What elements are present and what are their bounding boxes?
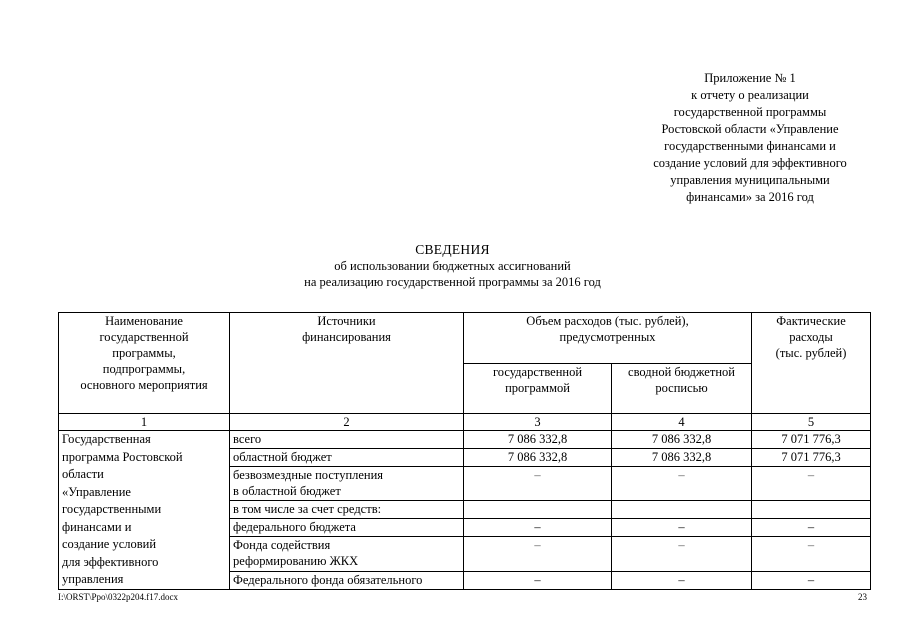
budget-table bbox=[58, 312, 871, 590]
header-volume: Объем расходов (тыс. рублей), предусмотренных bbox=[464, 313, 752, 364]
program-amount-cell: – bbox=[464, 537, 612, 572]
actual-amount-cell: – bbox=[752, 537, 871, 572]
source-cell: в том числе за счет средств: bbox=[230, 501, 464, 519]
source-cell: областной бюджет bbox=[230, 448, 464, 466]
column-index: 1 bbox=[59, 414, 230, 431]
budget-amount-cell: – bbox=[612, 571, 752, 589]
actual-amount-cell bbox=[752, 501, 871, 519]
table-header-row bbox=[59, 313, 871, 364]
source-cell: федерального бюджета bbox=[230, 519, 464, 537]
column-index: 4 bbox=[612, 414, 752, 431]
source-cell: всего bbox=[230, 431, 464, 449]
appendix-line: Приложение № 1 bbox=[704, 71, 796, 85]
budget-amount-cell: 7 086 332,8 bbox=[612, 448, 752, 466]
program-amount-cell: 7 086 332,8 bbox=[464, 431, 612, 449]
program-amount-cell: 7 086 332,8 bbox=[464, 448, 612, 466]
actual-amount-cell: – bbox=[752, 466, 871, 501]
source-cell: Фонда содействия реформированию ЖКХ bbox=[230, 537, 464, 572]
footer-file-path: I:\ORST\Ppo\0322p204.f17.docx bbox=[58, 592, 179, 602]
program-amount-cell: – bbox=[464, 571, 612, 589]
document-title: СВЕДЕНИЯ bbox=[415, 242, 490, 257]
header-program-name: Наименование государственной программы, подпрограммы, основного мероприятия bbox=[59, 313, 230, 414]
header-by-budget: сводной бюджетной росписью bbox=[612, 364, 752, 414]
actual-amount-cell: 7 071 776,3 bbox=[752, 448, 871, 466]
document-heading bbox=[0, 242, 905, 290]
page-number: 23 bbox=[858, 592, 867, 602]
budget-amount-cell: – bbox=[612, 466, 752, 501]
document-subtitle: на реализацию государственной программы за 2016 год bbox=[304, 275, 601, 289]
table-row bbox=[59, 431, 871, 449]
appendix-line: государственными финансами и bbox=[664, 139, 836, 153]
document-subtitle: об использовании бюджетных ассигнований bbox=[334, 259, 571, 273]
program-amount-cell bbox=[464, 501, 612, 519]
column-index: 3 bbox=[464, 414, 612, 431]
budget-amount-cell: – bbox=[612, 537, 752, 572]
program-amount-cell: – bbox=[464, 519, 612, 537]
budget-amount-cell: 7 086 332,8 bbox=[612, 431, 752, 449]
appendix-line: управления муниципальными bbox=[670, 173, 830, 187]
actual-amount-cell: – bbox=[752, 519, 871, 537]
appendix-line: Ростовской области «Управление bbox=[661, 122, 839, 136]
program-amount-cell: – bbox=[464, 466, 612, 501]
appendix-caption bbox=[600, 70, 900, 206]
header-sources: Источники финансирования bbox=[230, 313, 464, 414]
header-actual: Фактические расходы (тыс. рублей) bbox=[752, 313, 871, 414]
source-cell: Федерального фонда обязательного bbox=[230, 571, 464, 589]
budget-amount-cell bbox=[612, 501, 752, 519]
program-name-cell: Государственная программа Ростовской области «Управление государственными финансами и создание условий для эффективного управления bbox=[59, 431, 230, 590]
source-cell: безвозмездные поступления в областной бюджет bbox=[230, 466, 464, 501]
appendix-line: к отчету о реализации bbox=[691, 88, 809, 102]
column-index: 2 bbox=[230, 414, 464, 431]
actual-amount-cell: – bbox=[752, 571, 871, 589]
actual-amount-cell: 7 071 776,3 bbox=[752, 431, 871, 449]
appendix-line: создание условий для эффективного bbox=[653, 156, 847, 170]
column-index: 5 bbox=[752, 414, 871, 431]
appendix-line: государственной программы bbox=[673, 105, 827, 119]
appendix-line: финансами» за 2016 год bbox=[686, 190, 814, 204]
header-by-program: государственной программой bbox=[464, 364, 612, 414]
column-index-row bbox=[59, 414, 871, 431]
budget-amount-cell: – bbox=[612, 519, 752, 537]
